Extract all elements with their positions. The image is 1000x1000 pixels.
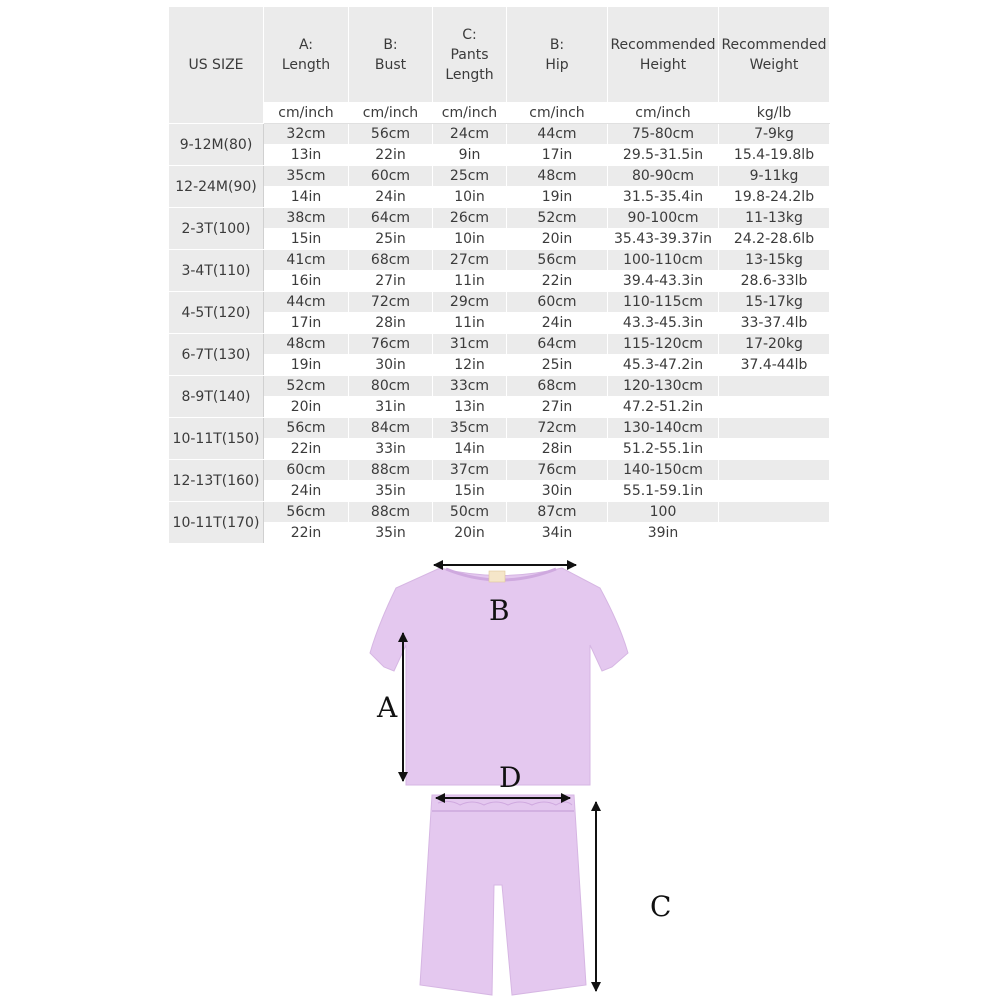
table-cell: 35in (349, 481, 433, 502)
table-cell: 15in (433, 481, 507, 502)
table-cell: 10in (433, 187, 507, 208)
unit-header: cm/inch (264, 103, 349, 124)
size-cell: 12-13T(160) (169, 460, 264, 502)
size-cell: 10-11T(150) (169, 418, 264, 460)
table-cell: 22in (264, 523, 349, 544)
table-cell: 20in (507, 229, 608, 250)
table-cell: 44cm (507, 124, 608, 145)
table-cell: 37.4-44lb (719, 355, 830, 376)
column-header: Recommended Height (608, 7, 719, 103)
table-row (169, 250, 830, 271)
table-cell: 100-110cm (608, 250, 719, 271)
table-cell: 35.43-39.37in (608, 229, 719, 250)
unit-header: cm/inch (507, 103, 608, 124)
table-cell (719, 502, 830, 523)
label-d: D (499, 761, 522, 794)
table-cell: 15in (264, 229, 349, 250)
table-row (169, 187, 830, 208)
table-cell: 28.6-33lb (719, 271, 830, 292)
table-row (169, 208, 830, 229)
table-cell: 72cm (349, 292, 433, 313)
size-cell: 6-7T(130) (169, 334, 264, 376)
table-cell: 29.5-31.5in (608, 145, 719, 166)
table-cell: 28in (349, 313, 433, 334)
table-cell: 56cm (264, 418, 349, 439)
label-b: B (489, 594, 510, 627)
unit-header: kg/lb (719, 103, 830, 124)
table-cell: 19in (264, 355, 349, 376)
table-cell: 24cm (433, 124, 507, 145)
table-row (169, 376, 830, 397)
table-cell: 11-13kg (719, 208, 830, 229)
table-cell: 41cm (264, 250, 349, 271)
table-cell: 24in (264, 481, 349, 502)
table-cell: 17-20kg (719, 334, 830, 355)
table-row (169, 397, 830, 418)
size-cell: 8-9T(140) (169, 376, 264, 418)
table-cell (719, 460, 830, 481)
table-cell: 13-15kg (719, 250, 830, 271)
table-cell: 110-115cm (608, 292, 719, 313)
table-row (169, 523, 830, 544)
label-c: C (650, 890, 672, 923)
table-cell (719, 439, 830, 460)
table-cell: 45.3-47.2in (608, 355, 719, 376)
size-cell: 4-5T(120) (169, 292, 264, 334)
table-cell: 76cm (349, 334, 433, 355)
table-row (169, 481, 830, 502)
table-row (169, 418, 830, 439)
table-cell (719, 523, 830, 544)
table-cell: 64cm (349, 208, 433, 229)
table-cell: 24.2-28.6lb (719, 229, 830, 250)
table-cell: 88cm (349, 460, 433, 481)
table-cell: 10in (433, 229, 507, 250)
table-cell: 37cm (433, 460, 507, 481)
table-cell: 27in (507, 397, 608, 418)
table-cell: 87cm (507, 502, 608, 523)
size-cell: 2-3T(100) (169, 208, 264, 250)
table-row (169, 439, 830, 460)
table-cell: 28in (507, 439, 608, 460)
table-cell: 24in (507, 313, 608, 334)
size-chart-table (168, 6, 830, 544)
table-cell: 17in (507, 145, 608, 166)
table-cell: 11in (433, 271, 507, 292)
table-cell: 39in (608, 523, 719, 544)
table-cell: 120-130cm (608, 376, 719, 397)
table-cell: 13in (433, 397, 507, 418)
table-cell: 75-80cm (608, 124, 719, 145)
table-cell: 68cm (349, 250, 433, 271)
table-cell: 100 (608, 502, 719, 523)
unit-header: cm/inch (433, 103, 507, 124)
table-cell: 25cm (433, 166, 507, 187)
table-cell: 76cm (507, 460, 608, 481)
table-cell: 50cm (433, 502, 507, 523)
table-cell: 20in (264, 397, 349, 418)
table-row (169, 460, 830, 481)
table-cell: 27cm (433, 250, 507, 271)
table-cell: 56cm (349, 124, 433, 145)
table-cell: 35in (349, 523, 433, 544)
size-cell: 10-11T(170) (169, 502, 264, 544)
unit-header: cm/inch (608, 103, 719, 124)
table-cell (719, 481, 830, 502)
table-cell: 33-37.4lb (719, 313, 830, 334)
table-cell: 14in (264, 187, 349, 208)
table-cell: 29cm (433, 292, 507, 313)
table-cell: 48cm (507, 166, 608, 187)
column-header: Recommended Weight (719, 7, 830, 103)
table-cell: 52cm (264, 376, 349, 397)
table-cell: 64cm (507, 334, 608, 355)
table-cell: 130-140cm (608, 418, 719, 439)
table-cell: 31cm (433, 334, 507, 355)
table-cell: 31.5-35.4in (608, 187, 719, 208)
table-cell: 22in (507, 271, 608, 292)
label-a: A (377, 691, 398, 724)
size-cell: 9-12M(80) (169, 124, 264, 166)
table-cell: 25in (507, 355, 608, 376)
table-cell: 140-150cm (608, 460, 719, 481)
table-cell: 15.4-19.8lb (719, 145, 830, 166)
table-cell: 72cm (507, 418, 608, 439)
table-cell: 16in (264, 271, 349, 292)
table-row (169, 313, 830, 334)
table-cell: 60cm (349, 166, 433, 187)
shorts-shape (420, 795, 586, 995)
table-cell: 20in (433, 523, 507, 544)
table-cell: 47.2-51.2in (608, 397, 719, 418)
column-header: B: Bust (349, 7, 433, 103)
table-cell: 26cm (433, 208, 507, 229)
table-cell: 9-11kg (719, 166, 830, 187)
table-cell: 19in (507, 187, 608, 208)
table-cell: 48cm (264, 334, 349, 355)
column-header: A: Length (264, 7, 349, 103)
table-cell: 90-100cm (608, 208, 719, 229)
table-cell: 44cm (264, 292, 349, 313)
table-cell: 60cm (264, 460, 349, 481)
table-cell: 84cm (349, 418, 433, 439)
table-cell: 31in (349, 397, 433, 418)
unit-header: cm/inch (349, 103, 433, 124)
table-cell: 19.8-24.2lb (719, 187, 830, 208)
table-cell: 56cm (507, 250, 608, 271)
table-cell: 9in (433, 145, 507, 166)
column-header: C: Pants Length (433, 7, 507, 103)
table-cell: 55.1-59.1in (608, 481, 719, 502)
table-cell: 35cm (433, 418, 507, 439)
table-cell (719, 418, 830, 439)
table-cell: 13in (264, 145, 349, 166)
size-cell: 3-4T(110) (169, 250, 264, 292)
table-cell (719, 376, 830, 397)
table-cell: 12in (433, 355, 507, 376)
table-row (169, 292, 830, 313)
table-cell: 14in (433, 439, 507, 460)
table-cell (719, 397, 830, 418)
table-cell: 80cm (349, 376, 433, 397)
table-cell: 43.3-45.3in (608, 313, 719, 334)
table-cell: 22in (264, 439, 349, 460)
table-cell: 30in (349, 355, 433, 376)
table-row (169, 502, 830, 523)
garment-diagram (0, 555, 1000, 1000)
table-row (169, 166, 830, 187)
table-cell: 88cm (349, 502, 433, 523)
table-cell: 80-90cm (608, 166, 719, 187)
table-cell: 24in (349, 187, 433, 208)
table-cell: 7-9kg (719, 124, 830, 145)
table-cell: 115-120cm (608, 334, 719, 355)
column-header: US SIZE (169, 7, 264, 124)
table-cell: 51.2-55.1in (608, 439, 719, 460)
table-cell: 52cm (507, 208, 608, 229)
table-cell: 22in (349, 145, 433, 166)
table-row (169, 145, 830, 166)
table-cell: 33cm (433, 376, 507, 397)
table-cell: 34in (507, 523, 608, 544)
column-header: B: Hip (507, 7, 608, 103)
table-cell: 38cm (264, 208, 349, 229)
table-cell: 25in (349, 229, 433, 250)
table-cell: 60cm (507, 292, 608, 313)
table-cell: 17in (264, 313, 349, 334)
table-cell: 68cm (507, 376, 608, 397)
table-row (169, 355, 830, 376)
size-cell: 12-24M(90) (169, 166, 264, 208)
table-row (169, 124, 830, 145)
table-cell: 56cm (264, 502, 349, 523)
table-cell: 39.4-43.3in (608, 271, 719, 292)
table-cell: 33in (349, 439, 433, 460)
table-cell: 30in (507, 481, 608, 502)
table-cell: 35cm (264, 166, 349, 187)
table-cell: 11in (433, 313, 507, 334)
table-cell: 27in (349, 271, 433, 292)
table-cell: 32cm (264, 124, 349, 145)
table-row (169, 229, 830, 250)
table-cell: 15-17kg (719, 292, 830, 313)
table-row (169, 334, 830, 355)
table-row (169, 271, 830, 292)
